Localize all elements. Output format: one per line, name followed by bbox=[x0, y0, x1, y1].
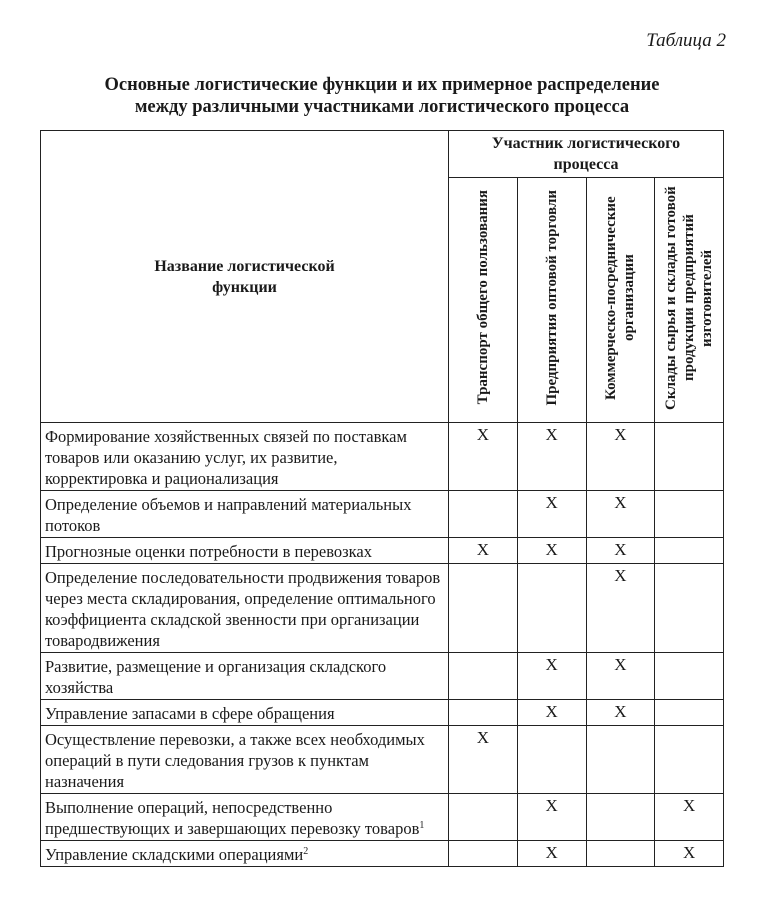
participant-mark-cell bbox=[449, 700, 518, 726]
function-name: Определение последовательности продвижения товаров через места складирования, определение оптимального коэффициента складской звенности при организации товародвижения bbox=[45, 568, 441, 650]
participant-mark-cell bbox=[586, 726, 655, 794]
table-row bbox=[41, 423, 724, 491]
participant-mark-cell bbox=[449, 841, 518, 867]
table-row bbox=[41, 841, 724, 867]
participant-mark-cell bbox=[655, 726, 724, 794]
table-row bbox=[41, 538, 724, 564]
participant-mark-cell bbox=[449, 564, 518, 653]
participant-mark-cell: X bbox=[655, 841, 724, 867]
participant-mark-cell bbox=[517, 726, 586, 794]
participant-mark-cell bbox=[449, 491, 518, 538]
participant-header-wholesale: Предприятия оптовой торговли bbox=[517, 178, 586, 423]
participant-mark-cell bbox=[655, 423, 724, 491]
title-line-1: Основные логистические функции и их примерное распределение bbox=[104, 75, 660, 95]
function-cell bbox=[41, 700, 449, 726]
participant-mark-cell bbox=[449, 794, 518, 841]
participant-mark-cell: X bbox=[586, 653, 655, 700]
title-line-2: между различными участниками логистического процесса bbox=[134, 97, 630, 117]
participant-mark-cell: X bbox=[586, 423, 655, 491]
function-cell bbox=[41, 491, 449, 538]
participant-mark-cell: X bbox=[586, 538, 655, 564]
function-cell bbox=[41, 794, 449, 841]
participant-mark-cell bbox=[655, 653, 724, 700]
function-name: Выполнение операций, непосредственно предшествующих и завершающих перевозку товаров bbox=[45, 798, 420, 838]
participant-mark-cell bbox=[655, 564, 724, 653]
participant-mark-cell: X bbox=[517, 491, 586, 538]
function-name: Развитие, размещение и организация складского хозяйства bbox=[45, 657, 387, 697]
participant-mark-cell: X bbox=[517, 794, 586, 841]
function-name: Осуществление перевозки, а также всех необходимых операций в пути следования грузов к пунктам назначения bbox=[45, 730, 425, 791]
participant-group-header: Участник логистического процесса bbox=[449, 131, 724, 178]
table-title bbox=[30, 74, 734, 118]
table-row bbox=[41, 564, 724, 653]
participant-mark-cell: X bbox=[586, 700, 655, 726]
function-name: Управление складскими операциями bbox=[45, 845, 304, 864]
participant-mark-cell bbox=[586, 841, 655, 867]
participant-mark-cell: X bbox=[449, 423, 518, 491]
participant-mark-cell bbox=[655, 538, 724, 564]
footnote-marker: 1 bbox=[419, 820, 425, 831]
participant-mark-cell bbox=[517, 564, 586, 653]
participant-mark-cell: X bbox=[517, 841, 586, 867]
participant-mark-cell: X bbox=[517, 700, 586, 726]
table-row bbox=[41, 794, 724, 841]
table-caption: Таблица 2 bbox=[646, 30, 726, 51]
participant-mark-cell bbox=[655, 700, 724, 726]
table-row bbox=[41, 700, 724, 726]
function-cell bbox=[41, 423, 449, 491]
participant-header-warehouses: Склады сырья и склады готовой продукции предприятий изготовителей bbox=[655, 178, 724, 423]
footnote-marker: 2 bbox=[303, 846, 309, 857]
participant-header-transport: Транспорт общего пользования bbox=[449, 178, 518, 423]
participant-mark-cell bbox=[449, 653, 518, 700]
participant-mark-cell: X bbox=[586, 564, 655, 653]
function-cell bbox=[41, 726, 449, 794]
table-row bbox=[41, 726, 724, 794]
function-cell bbox=[41, 653, 449, 700]
function-cell bbox=[41, 841, 449, 867]
table-row bbox=[41, 653, 724, 700]
function-name: Формирование хозяйственных связей по поставкам товаров или оказанию услуг, их развитие, корректировка и рационализация bbox=[45, 427, 407, 488]
function-name: Управление запасами в сфере обращения bbox=[45, 704, 335, 723]
participant-mark-cell: X bbox=[655, 794, 724, 841]
function-name: Прогнозные оценки потребности в перевозках bbox=[45, 542, 373, 561]
participant-mark-cell: X bbox=[517, 423, 586, 491]
function-name: Определение объемов и направлений материальных потоков bbox=[45, 495, 412, 535]
function-column-header: Название логистической функции bbox=[41, 131, 449, 423]
function-cell bbox=[41, 564, 449, 653]
participant-mark-cell: X bbox=[517, 538, 586, 564]
participant-mark-cell: X bbox=[586, 491, 655, 538]
participant-mark-cell bbox=[586, 794, 655, 841]
participant-mark-cell: X bbox=[449, 538, 518, 564]
participant-mark-cell: X bbox=[517, 653, 586, 700]
function-cell bbox=[41, 538, 449, 564]
participant-header-intermediary: Коммерческо-посреднические организации bbox=[586, 178, 655, 423]
table-row bbox=[41, 491, 724, 538]
participant-mark-cell: X bbox=[449, 726, 518, 794]
logistics-functions-table bbox=[40, 130, 724, 867]
participant-mark-cell bbox=[655, 491, 724, 538]
